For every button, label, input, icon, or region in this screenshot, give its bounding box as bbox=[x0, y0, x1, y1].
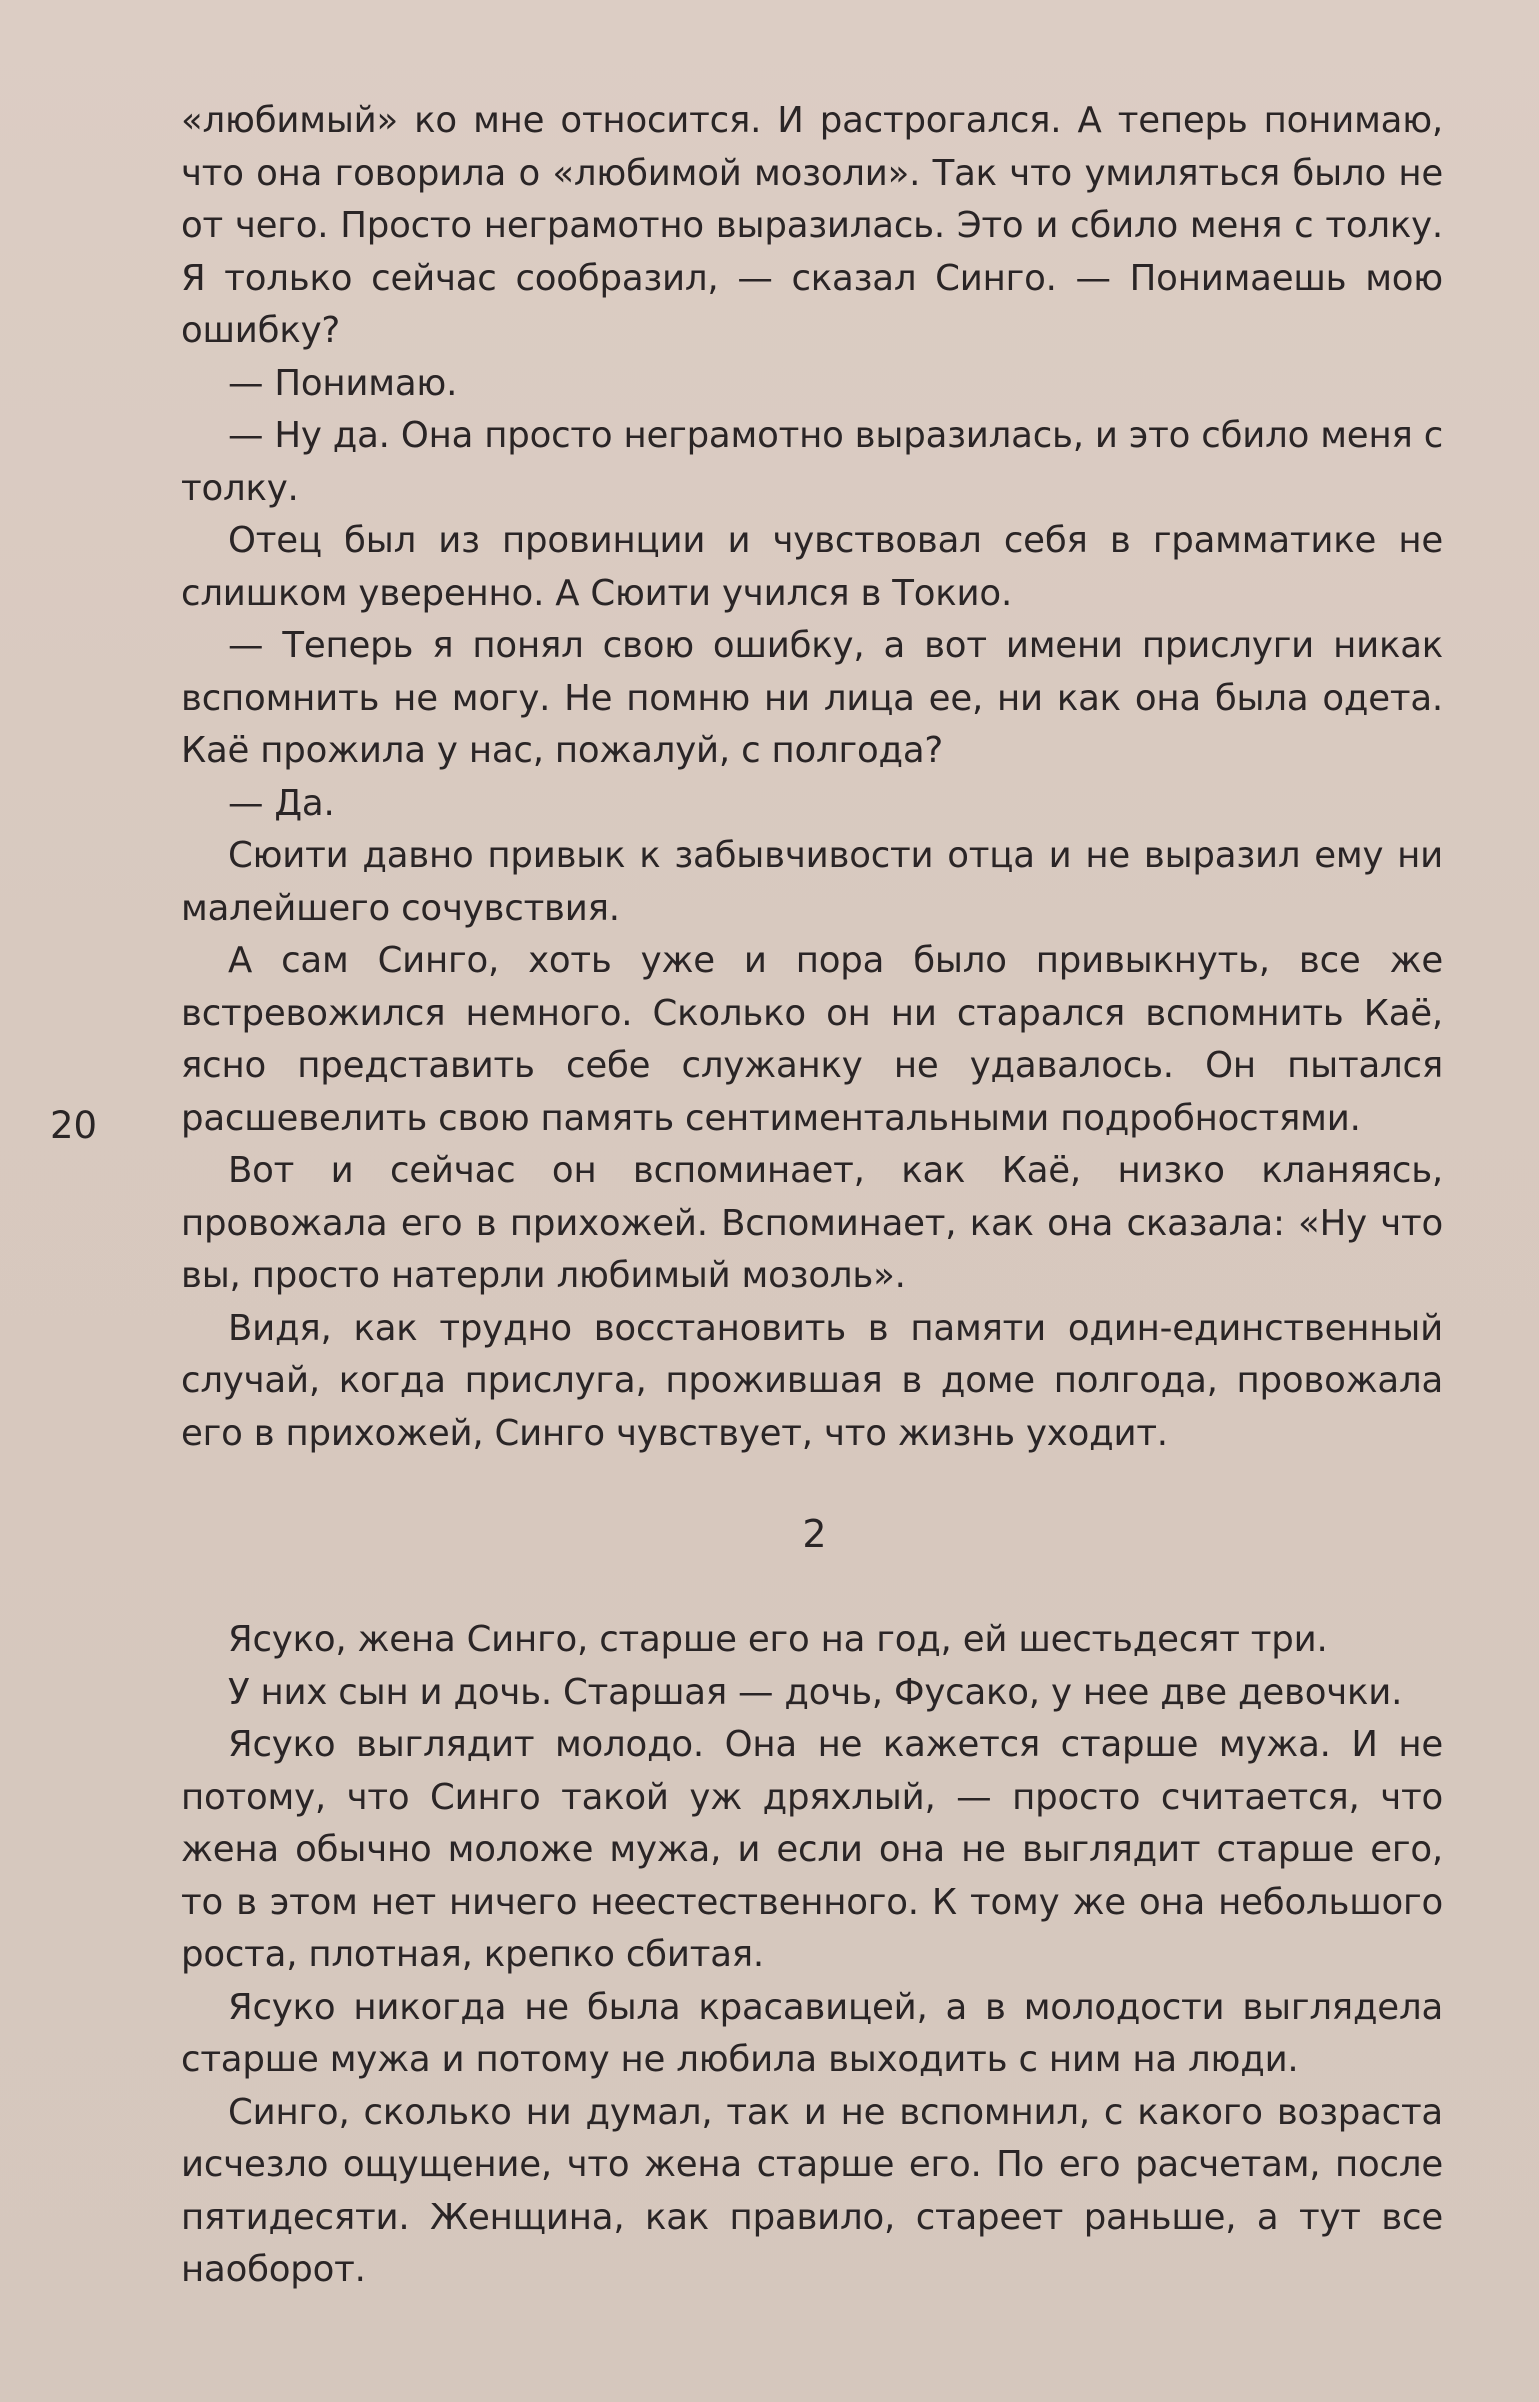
page-number: 20 bbox=[50, 1104, 98, 1147]
paragraph: Синго, сколько ни думал, так и не вспомнил, с какого возраста исчезло ощущение, что жена старше его. По его расчетам, после пятидесяти. Женщина, как правило, стареет раньше, а тут все наоборот. bbox=[181, 2091, 1443, 2290]
paragraph: — Теперь я понял свою ошибку, а вот имени прислуги никак вспомнить не могу. Не помню ни лица ее, ни как она была одета. Каё прожила у нас, пожалуй, с полгода? bbox=[181, 625, 1443, 771]
paragraph: Ясуко никогда не была красавицей, а в молодости выглядела старше мужа и потому не любила выходить с ним на люди. bbox=[181, 1986, 1443, 2080]
paragraph: А сам Синго, хоть уже и пора было привыкнуть, все же встревожился немного. Сколько он ни старался вспомнить Каё, ясно представить себе служанку не удавалось. Он пытался расшевелить свою память сентиментальными подробностями. bbox=[181, 940, 1443, 1139]
paragraph: — Да. bbox=[228, 782, 335, 824]
text-block-top bbox=[181, 95, 1443, 1460]
text-block-bottom bbox=[181, 1614, 1443, 2297]
paragraph: Отец был из провинции и чувствовал себя в грамматике не слишком уверенно. А Сюити учился в Токио. bbox=[181, 520, 1443, 614]
paragraph: У них сын и дочь. Старшая — дочь, Фусако, у нее две девочки. bbox=[228, 1671, 1403, 1713]
paragraph: — Понимаю. bbox=[228, 362, 458, 404]
paragraph: «любимый» ко мне относится. И растрогался. А теперь понимаю, что она говорила о «любимой мозоли». Так что умиляться было не от чего. Просто неграмотно выразилась. Это и сбило меня с толку. Я только сейчас сообразил, — сказал Синго. — Понимаешь мою ошибку? bbox=[181, 100, 1443, 351]
section-number: 2 bbox=[802, 1512, 827, 1556]
paragraph: Сюити давно привык к забывчивости отца и не выразил ему ни малейшего сочувствия. bbox=[181, 835, 1443, 929]
paragraph: Ясуко выглядит молодо. Она не кажется старше мужа. И не потому, что Синго такой уж дряхлый, — просто считается, что жена обычно моложе мужа, и если она не выглядит старше его, то в этом нет ничего неестественного. К тому же она небольшого роста, плотная, крепко сбитая. bbox=[181, 1724, 1443, 1975]
paragraph: Ясуко, жена Синго, старше его на год, ей шестьдесят три. bbox=[228, 1619, 1328, 1660]
paragraph: — Ну да. Она просто неграмотно выразилась, и это сбило меня с толку. bbox=[181, 415, 1444, 509]
paragraph: Вот и сейчас он вспоминает, как Каё, низко кланяясь, провожала его в прихожей. Вспоминает, как она сказала: «Ну что вы, просто натерли любимый мозоль». bbox=[181, 1150, 1443, 1296]
paragraph: Видя, как трудно восстановить в памяти один-единственный случай, когда прислуга, прожившая в доме полгода, провожала его в прихожей, Синго чувствует, что жизнь уходит. bbox=[181, 1307, 1443, 1454]
